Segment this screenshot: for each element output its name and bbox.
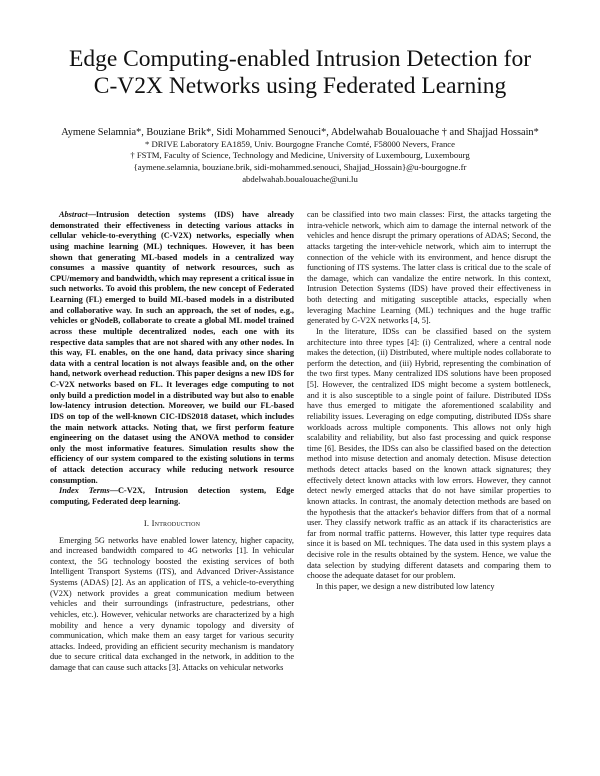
intro-paragraph-4: In this paper, we design a new distributed low latency (316, 581, 495, 591)
section-heading-introduction (50, 518, 294, 529)
section-title: Introduction (151, 517, 201, 528)
intro-paragraph-1: Emerging 5G networks have enabled lower latency, higher capacity, and increased bandwidth compared to 4G networks [1]. In vehicular context, the 5G technology boosted the existing services of both Intelligent Transport Systems (ITS), and Advanced Driver-Assistance Systems (ADAS) [2]. As an application of ITS, a vehicle-to-everything (V2X) network provides a great communication medium between vehicles and their surroundings (infrastructure, pedestrians, other vehicles, etc.). However, vehicular networks are characterized by a high mobility and hence a very dynamic topology and diversity of communication, which make them an easy target for various security attacks. Indeed, providing an efficient security mechanism is mandatory due to secure critical data exchanged in the network, in addition to the damage that can cause such attacks [3]. Attacks on vehicular networks (50, 535, 294, 672)
intro-paragraph-2: can be classified into two main classes: First, the attacks targeting the intra-vehicle network, which aim to damage the internal network of the vehicles and hence disrupt the primary operations of ADAS; Second, the attacks targeting the inter-vehicle network, which aim to interrupt the connection of the vehicle with its environment, and hence disrupt the functioning of ITS systems. The latter class is critical due to the scale of the damage, which can vandalize the entire network. In this context, Intrusion Detection Systems (IDS) have proved their effectiveness in both detecting and mitigating susceptible attacks, especially when leveraging Machine Learning (ML) techniques and the huge traffic generated by C-V2X networks [4, 5]. (307, 210, 551, 326)
title-line-1: Edge Computing-enabled Intrusion Detection for (68, 46, 532, 72)
author-email-boualouache: abdelwahab.boualouache@uni.lu (242, 174, 358, 184)
title-line-2: C-V2X Networks using Federated Learning (93, 73, 507, 99)
paper-title (40, 46, 560, 100)
abstract-label: Abstract (59, 210, 88, 219)
right-column (307, 210, 551, 593)
author-emails: {aymene.selamnia, bouziane.brik, sidi-mohammed.senouci, Shajjad_Hossain}@u-bourgogne.fr (133, 162, 467, 172)
index-terms-text: —C-V2X, Intrusion detection system, Edge computing, Federated deep learning. (50, 486, 295, 506)
author-list: Aymene Selamnia*, Bouziane Brik*, Sidi Mohammed Senouci*, Abdelwahab Boualouache † and Shajjad Hossain* (61, 127, 539, 138)
section-numeral: I. (143, 517, 150, 528)
intro-paragraph-3: In the literature, IDSs can be classified based on the system architecture into three types [4]: (i) Centralized, where a central node makes the detection, (ii) Distributed, where multiple nodes collaborate to perform the detection, and (iii) Hybrid, representing the combination of the two first types. Many centralized IDS solutions have been proposed [5]. However, the centralized IDS might become a system bottleneck, and it is also susceptible to a single point of failure. Distributed IDSs have thus emerged to mitigate the aforementioned scalability and reliability issues. Leveraging on edge computing, distributed IDSs share workloads across multiple components. This allows not only high scalability and reliability, but also fast processing and quick response time [6]. Besides, the IDSs can also be classified based on the detection method into misuse detection and anomaly detection. Misuse detection methods detect attacks based on the known attack signatures; they effectively detect known attacks with low errors. However, they cannot detect newly emerged attacks that do not have similar properties to known attacks. In contrast, the anomaly detection methods are based on the hypothesis that the attacker's behavior differs from that of a normal user. They classify network traffic as an attack if its characteristics are far from normal traffic patterns. However, this latter type requires data since it is based on ML techniques. The data used in this system plays a decisive role in the results obtained by the system. Hence, we value the data selection by studying different datasets and comparing them to choose the adequate dataset for our problem. (307, 326, 551, 581)
affiliation-fstm: † FSTM, Faculty of Science, Technology and Medicine, University of Luxembourg, Luxembourg (130, 150, 470, 160)
index-terms (50, 486, 294, 507)
abstract (50, 210, 294, 486)
abstract-text: —Intrusion detection systems (IDS) have already demonstrated their effectiveness in detecting various attacks in cellular vehicle-to-everything (C-V2X) networks, especially when using machine learning (ML) techniques. However, it has been shown that generating ML-based models in a centralized way consumes a massive quantity of network resources, such as CPU/memory and bandwidth, which may represent a critical issue in such networks. To avoid this problem, the new concept of Federated Learning (FL) emerged to build ML-based models in a distributed and collaborative way. In such an approach, the set of nodes, e.g., vehicles or gNodeB, collaborate to create a global ML model trained across these multiple decentralized nodes, each one with its respective data samples that are not shared with any other nodes. In this way, FL enables, on the one hand, data privacy since sharing data with a central location is not always feasible and, on the other hand, network overhead reduction. This paper designs a new IDS for C-V2X networks based on FL. It leverages edge computing to not only build a prediction model in a distributed way but also to enable low-latency intrusion detection. Moreover, we build our FL-based IDS on top of the well-known CIC-IDS2018 dataset, which includes the main network attacks. Noting that, we first perform feature engineering on the dataset using the ANOVA method to consider only the most informative features. Simulation results show the efficiency of our system compared to the existing solutions in terms of attack detection accuracy while reducing network resource consumption. (50, 210, 294, 485)
affiliation-drive-lab: * DRIVE Laboratory EA1859, Univ. Bourgogne Franche Comté, F58000 Nevers, France (144, 139, 456, 149)
index-terms-label: Index Terms (59, 486, 110, 496)
left-column (50, 210, 294, 674)
